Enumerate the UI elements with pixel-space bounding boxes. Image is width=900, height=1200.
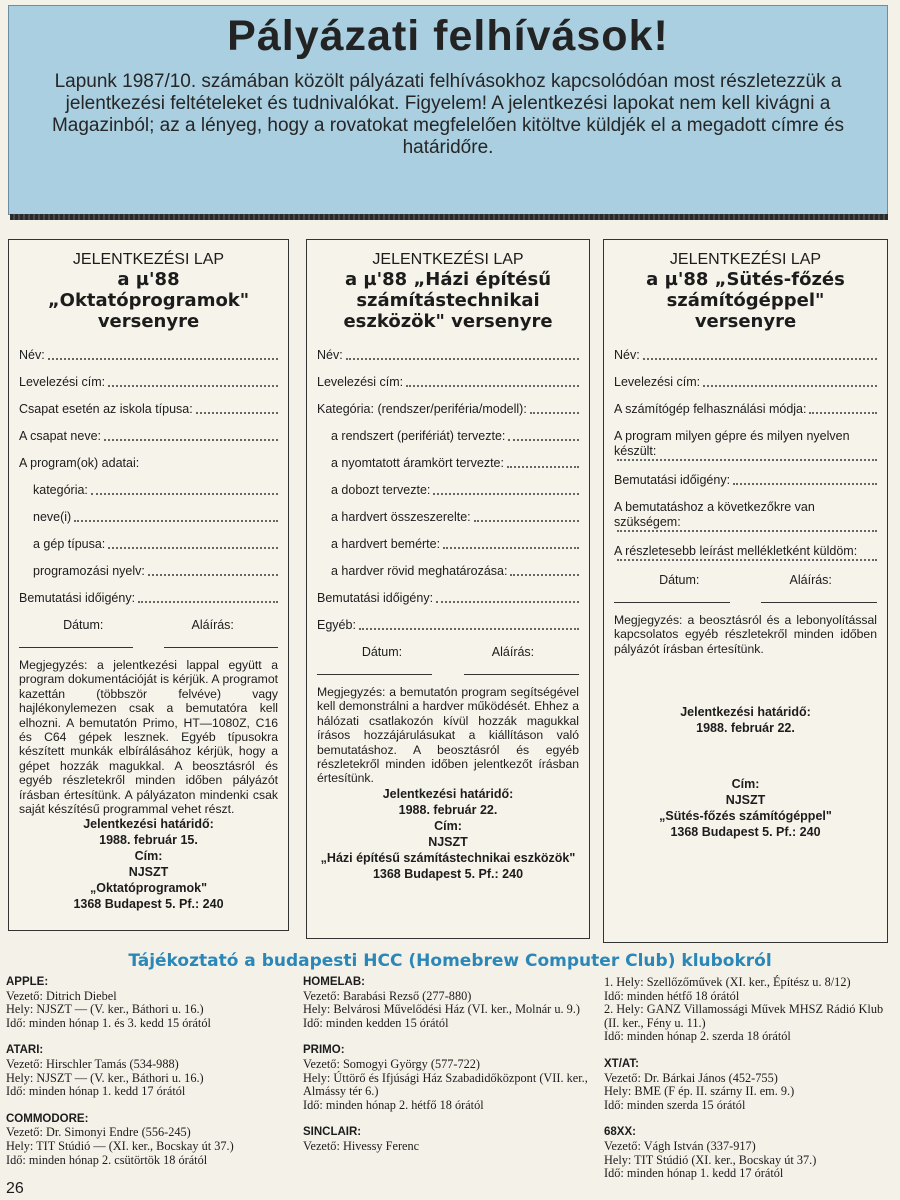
signature-line[interactable] — [464, 674, 579, 675]
form-field[interactable] — [19, 483, 278, 498]
club-detail: Hely: NJSZT — (V. ker., Báthori u. 16.) — [6, 1002, 204, 1017]
fill-in-line[interactable] — [617, 559, 877, 561]
signature-labels — [19, 618, 278, 633]
signature-lines — [614, 602, 877, 603]
club-name: ATARI: — [6, 1044, 44, 1057]
application-form-card — [306, 239, 590, 939]
form-heading: JELENTKEZÉSI LAP — [72, 251, 225, 268]
club-detail: Idő: minden hónap 1. kedd 17 órától — [6, 1084, 186, 1099]
signature-labels — [614, 573, 877, 588]
form-field[interactable] — [317, 375, 579, 390]
field-label: A program milyen gépre és milyen nyelven készült: — [614, 429, 850, 458]
intro-text: Lapunk 1987/10. számában közölt pályázati felhívásokhoz kapcsolódóan most részletezzük a jelentkezési feltételeket és tudnivalókat. Figyelem! A jelentkezési lapokat nem kell kivágni a Magazinból; az a lényeg, hogy a rovatokat megfelelően kitöltve küldjék el a megadott címre és határidőre. — [51, 71, 845, 158]
signature-line[interactable] — [164, 647, 278, 648]
field-label: a nyomtatott áramkört tervezte: — [331, 456, 504, 470]
field-label: Bemutatási időigény: — [614, 473, 731, 487]
club-detail: Hely: TIT Stúdió — (XI. ker., Bocskay út 37.) — [6, 1138, 234, 1153]
form-field[interactable] — [614, 348, 877, 363]
field-label: programozási nyelv: — [33, 564, 145, 578]
fill-in-line[interactable] — [617, 530, 877, 532]
form-note: Megjegyzés: a bemutatón program segítségével kell demonstrálni a hardver működését. Ehhez a hálózati csatlakozón kívül hozzák magukkal írásos hozzájárulásukat a kiállításon való bemutatáshoz. A beosztásról és egyéb részletekről minden időben jelentkezőt írásban értesítünk. — [317, 685, 579, 786]
club-detail: Vezető: Hivessy Ferenc — [303, 1138, 420, 1153]
form-field[interactable] — [317, 537, 579, 552]
club-detail: Hely: BME (F ép. II. szárny II. em. 9.) — [604, 1084, 795, 1099]
form-field[interactable] — [317, 564, 579, 579]
address-postal: 1368 Budapest 5. Pf.: 240 — [73, 897, 224, 912]
signature-lines — [317, 674, 579, 675]
field-label: kategória: — [33, 483, 88, 497]
signature-line[interactable] — [761, 602, 877, 603]
club-detail: Vezető: Ditrich Diebel — [6, 988, 117, 1003]
fill-in-line[interactable] — [108, 385, 278, 387]
field-label: A program(ok) adatai: — [19, 456, 140, 470]
club-detail: Idő: minden hónap 2. csütörtök 18 órától — [6, 1152, 208, 1167]
fill-in-line[interactable] — [507, 466, 579, 468]
club-detail: Vezető: Dr. Simonyi Endre (556-245) — [6, 1125, 191, 1140]
field-label: a dobozt tervezte: — [331, 483, 431, 497]
fill-in-line[interactable] — [433, 493, 579, 495]
signature-labels — [317, 645, 579, 660]
club-detail: Vezető: Dr. Bárkai János (452-755) — [604, 1070, 778, 1085]
divider-rule — [10, 214, 888, 220]
club-column — [303, 976, 595, 1168]
form-field[interactable] — [614, 473, 877, 488]
club-detail: Hely: NJSZT — (V. ker., Báthori u. 16.) — [6, 1070, 204, 1085]
club-entry — [6, 1044, 296, 1098]
page-number: 26 — [6, 1180, 24, 1197]
date-label: Dátum: — [659, 573, 700, 587]
date-label: Dátum: — [63, 618, 104, 632]
fill-in-line[interactable] — [148, 574, 278, 576]
field-label: Bemutatási időigény: — [19, 591, 136, 605]
signature-label: Aláírás: — [191, 618, 234, 632]
application-form-card — [603, 239, 888, 943]
club-detail: Idő: minden hónap 1. kedd 17 órától — [604, 1166, 784, 1181]
form-field[interactable] — [317, 402, 579, 417]
fill-in-line[interactable] — [138, 601, 278, 603]
form-field[interactable] — [317, 618, 579, 633]
form-field[interactable] — [19, 375, 278, 390]
club-entry — [303, 1044, 595, 1112]
deadline-date: 1988. február 15. — [99, 833, 198, 848]
form-fields — [317, 348, 579, 633]
club-name: SINCLAIR: — [303, 1126, 362, 1139]
fill-in-line[interactable] — [510, 574, 579, 576]
club-entry — [604, 976, 890, 1044]
field-label: A csapat neve: — [19, 429, 102, 443]
form-field[interactable] — [317, 510, 579, 525]
club-detail: Vezető: Somogyi György (577-722) — [303, 1056, 481, 1071]
fill-in-line[interactable] — [703, 385, 877, 387]
field-label: Bemutatási időigény: — [317, 591, 434, 605]
club-detail: 2. Hely: GANZ Villamossági Művek MHSZ Rádió Klub (II. ker., Fény u. 11.) — [604, 1002, 884, 1030]
form-note: Megjegyzés: a beosztásról és a lebonyolítással kapcsolatos egyéb részletekről minden időben pályázót írásban értesítünk. — [614, 613, 877, 656]
club-detail: Vezető: Barabási Rezső (277-880) — [303, 988, 472, 1003]
form-field[interactable] — [614, 500, 877, 532]
field-label: Kategória: (rendszer/periféria/modell): — [317, 402, 527, 416]
club-entry — [303, 1126, 595, 1153]
field-label: a hardver rövid meghatározása: — [331, 564, 508, 578]
field-label: A számítógép felhasználási módja: — [614, 402, 807, 416]
form-field[interactable] — [614, 429, 877, 461]
field-label: neve(i) — [33, 510, 72, 524]
date-line[interactable] — [614, 602, 730, 603]
page-title: Pályázati felhívások! — [227, 12, 669, 60]
field-label: Csapat esetén az iskola típusa: — [19, 402, 193, 416]
field-label: A részletesebb leírást mellékletként küldöm: — [614, 544, 858, 558]
field-label: Név: — [614, 348, 640, 362]
address-label: Cím: — [434, 818, 462, 833]
field-label: Név: — [317, 348, 343, 362]
deadline-label: Jelentkezési határidő: — [680, 705, 811, 720]
form-field[interactable] — [317, 348, 579, 363]
fill-in-line[interactable] — [359, 628, 579, 630]
fill-in-line[interactable] — [617, 459, 877, 461]
field-label: Levelezési cím: — [19, 375, 106, 389]
club-entry — [303, 976, 595, 1030]
form-field[interactable] — [19, 537, 278, 552]
form-title: a µ'88 „Oktatóprogramok" versenyre — [47, 269, 250, 332]
field-label: a hardvert összeszerelte: — [331, 510, 471, 524]
form-field[interactable] — [317, 429, 579, 444]
address-postal: 1368 Budapest 5. Pf.: 240 — [670, 825, 821, 840]
club-detail: Hely: Belvárosi Művelődési Ház (VI. ker., Molnár u. 9.) — [303, 1002, 580, 1017]
club-detail: Idő: minden hónap 2. szerda 18 órától — [604, 1029, 791, 1044]
field-label: Egyéb: — [317, 618, 356, 632]
fill-in-line[interactable] — [733, 483, 877, 485]
club-detail: Vezető: Vágh István (337-917) — [604, 1138, 756, 1153]
field-label: Levelezési cím: — [317, 375, 404, 389]
club-entry — [6, 976, 296, 1030]
form-field[interactable] — [614, 402, 877, 417]
application-form-card — [8, 239, 289, 931]
address-org: NJSZT — [128, 865, 169, 880]
club-name: PRIMO: — [303, 1044, 345, 1057]
address-label: Cím: — [731, 777, 760, 792]
date-line[interactable] — [19, 647, 133, 648]
address-org: NJSZT — [725, 793, 766, 808]
form-note: Megjegyzés: a jelentkezési lappal együtt a program dokumentációját is kérjük. A programot kazettán (többször felvéve) vagy hajlékonylemezen csak a bemutatóra kell elhozni. A bemutatón Primo, HT—1080Z, C16 és C64 gépek lesznek. Egyéb típusokra készített munkák elbírálásához kérjük, hogy a gépet hozzák magukkal. A beosztásról és egyéb részletekről minden időben pályázót írásban értesítünk. A pályázaton mindenki csak saját készítésű programmal vehet részt. — [19, 658, 278, 817]
form-field[interactable] — [317, 456, 579, 471]
field-label: Név: — [19, 348, 45, 362]
deadline-label: Jelentkezési határidő: — [83, 817, 214, 832]
address-title: „Sütés-főzés számítógéppel" — [659, 809, 832, 824]
deadline-date: 1988. február 22. — [696, 721, 795, 736]
form-field[interactable] — [19, 510, 278, 525]
club-column — [6, 976, 296, 1181]
fill-in-line[interactable] — [443, 547, 579, 549]
fill-in-line[interactable] — [809, 412, 877, 414]
form-field[interactable] — [19, 456, 278, 471]
fill-in-line[interactable] — [108, 547, 278, 549]
form-field[interactable] — [317, 591, 579, 606]
address-org: NJSZT — [428, 834, 468, 849]
form-field[interactable] — [19, 564, 278, 579]
club-name: HOMELAB: — [303, 976, 365, 988]
form-field[interactable] — [614, 544, 877, 561]
club-detail: Idő: minden hónap 2. hétfő 18 órától — [303, 1097, 484, 1112]
club-detail: Idő: minden hónap 1. és 3. kedd 15 órától — [6, 1015, 211, 1030]
form-field[interactable] — [614, 375, 877, 390]
club-detail: Idő: minden szerda 15 órától — [604, 1097, 746, 1112]
club-detail: 1. Hely: Szellőzőművek (XI. ker., Építész u. 8/12) — [604, 975, 851, 989]
club-entry — [6, 1113, 296, 1167]
field-label: a hardvert bemérte: — [331, 537, 441, 551]
field-label: a gép típusa: — [33, 537, 106, 551]
address-postal: 1368 Budapest 5. Pf.: 240 — [372, 866, 524, 881]
form-field[interactable] — [19, 348, 278, 363]
fill-in-line[interactable] — [48, 358, 278, 360]
fill-in-line[interactable] — [530, 412, 579, 414]
form-fields — [614, 348, 877, 561]
club-detail: Idő: minden kedden 15 órától — [303, 1015, 449, 1030]
club-entry — [604, 1126, 890, 1180]
fill-in-line[interactable] — [346, 358, 579, 360]
form-field[interactable] — [19, 591, 278, 606]
club-name: COMMODORE: — [6, 1112, 89, 1125]
form-title: a µ'88 „Házi építésű számítástechnikai eszközök" versenyre — [343, 269, 553, 332]
club-name: APPLE: — [6, 976, 49, 988]
deadline-label: Jelentkezési határidő: — [382, 786, 514, 801]
date-label: Dátum: — [361, 645, 403, 659]
fill-in-line[interactable] — [104, 439, 278, 441]
club-detail: Hely: TIT Stúdió (XI. ker., Bocskay út 37.) — [604, 1152, 817, 1167]
club-name: XT/AT: — [604, 1057, 639, 1070]
fill-in-line[interactable] — [508, 439, 579, 441]
form-field[interactable] — [19, 402, 278, 417]
fill-in-line[interactable] — [643, 358, 877, 360]
club-column — [604, 976, 890, 1195]
form-heading: JELENTKEZÉSI LAP — [669, 251, 822, 268]
fill-in-line[interactable] — [196, 412, 278, 414]
field-label: Levelezési cím: — [614, 375, 701, 389]
form-title: a µ'88 „Sütés-főzés számítógéppel" versenyre — [646, 269, 845, 332]
fill-in-line[interactable] — [74, 520, 278, 522]
fill-in-line[interactable] — [406, 385, 579, 387]
signature-label: Aláírás: — [789, 573, 832, 587]
address-label: Cím: — [134, 849, 163, 864]
club-detail: Vezető: Hirschler Tamás (534-988) — [6, 1056, 179, 1071]
fill-in-line[interactable] — [91, 493, 278, 495]
signature-label: Aláírás: — [491, 645, 535, 659]
form-field[interactable] — [19, 429, 278, 444]
club-detail: Idő: minden hétfő 18 órától — [604, 988, 740, 1003]
form-heading: JELENTKEZÉSI LAP — [372, 251, 524, 268]
address-title: „Házi építésű számítástechnikai eszközök" — [320, 850, 576, 865]
club-entry — [604, 1058, 890, 1112]
header-banner — [8, 5, 888, 215]
form-field[interactable] — [317, 483, 579, 498]
deadline-date: 1988. február 22. — [398, 802, 498, 817]
field-label: a rendszert (perifériát) tervezte: — [331, 429, 506, 443]
date-line[interactable] — [317, 674, 432, 675]
fill-in-line[interactable] — [474, 520, 579, 522]
field-label: A bemutatáshoz a következőkre van szükségem: — [614, 500, 815, 529]
form-fields — [19, 348, 278, 606]
club-detail: Hely: Úttörő és Ifjúsági Ház Szabadidőközpont (VII. ker., Almássy tér 6.) — [303, 1070, 588, 1099]
club-name: 68XX: — [604, 1126, 636, 1139]
address-title: „Oktatóprogramok" — [89, 881, 208, 896]
signature-lines — [19, 647, 278, 648]
fill-in-line[interactable] — [436, 601, 579, 603]
hcc-section-title: Tájékoztató a budapesti HCC (Homebrew Computer Club) klubokról — [128, 951, 772, 971]
